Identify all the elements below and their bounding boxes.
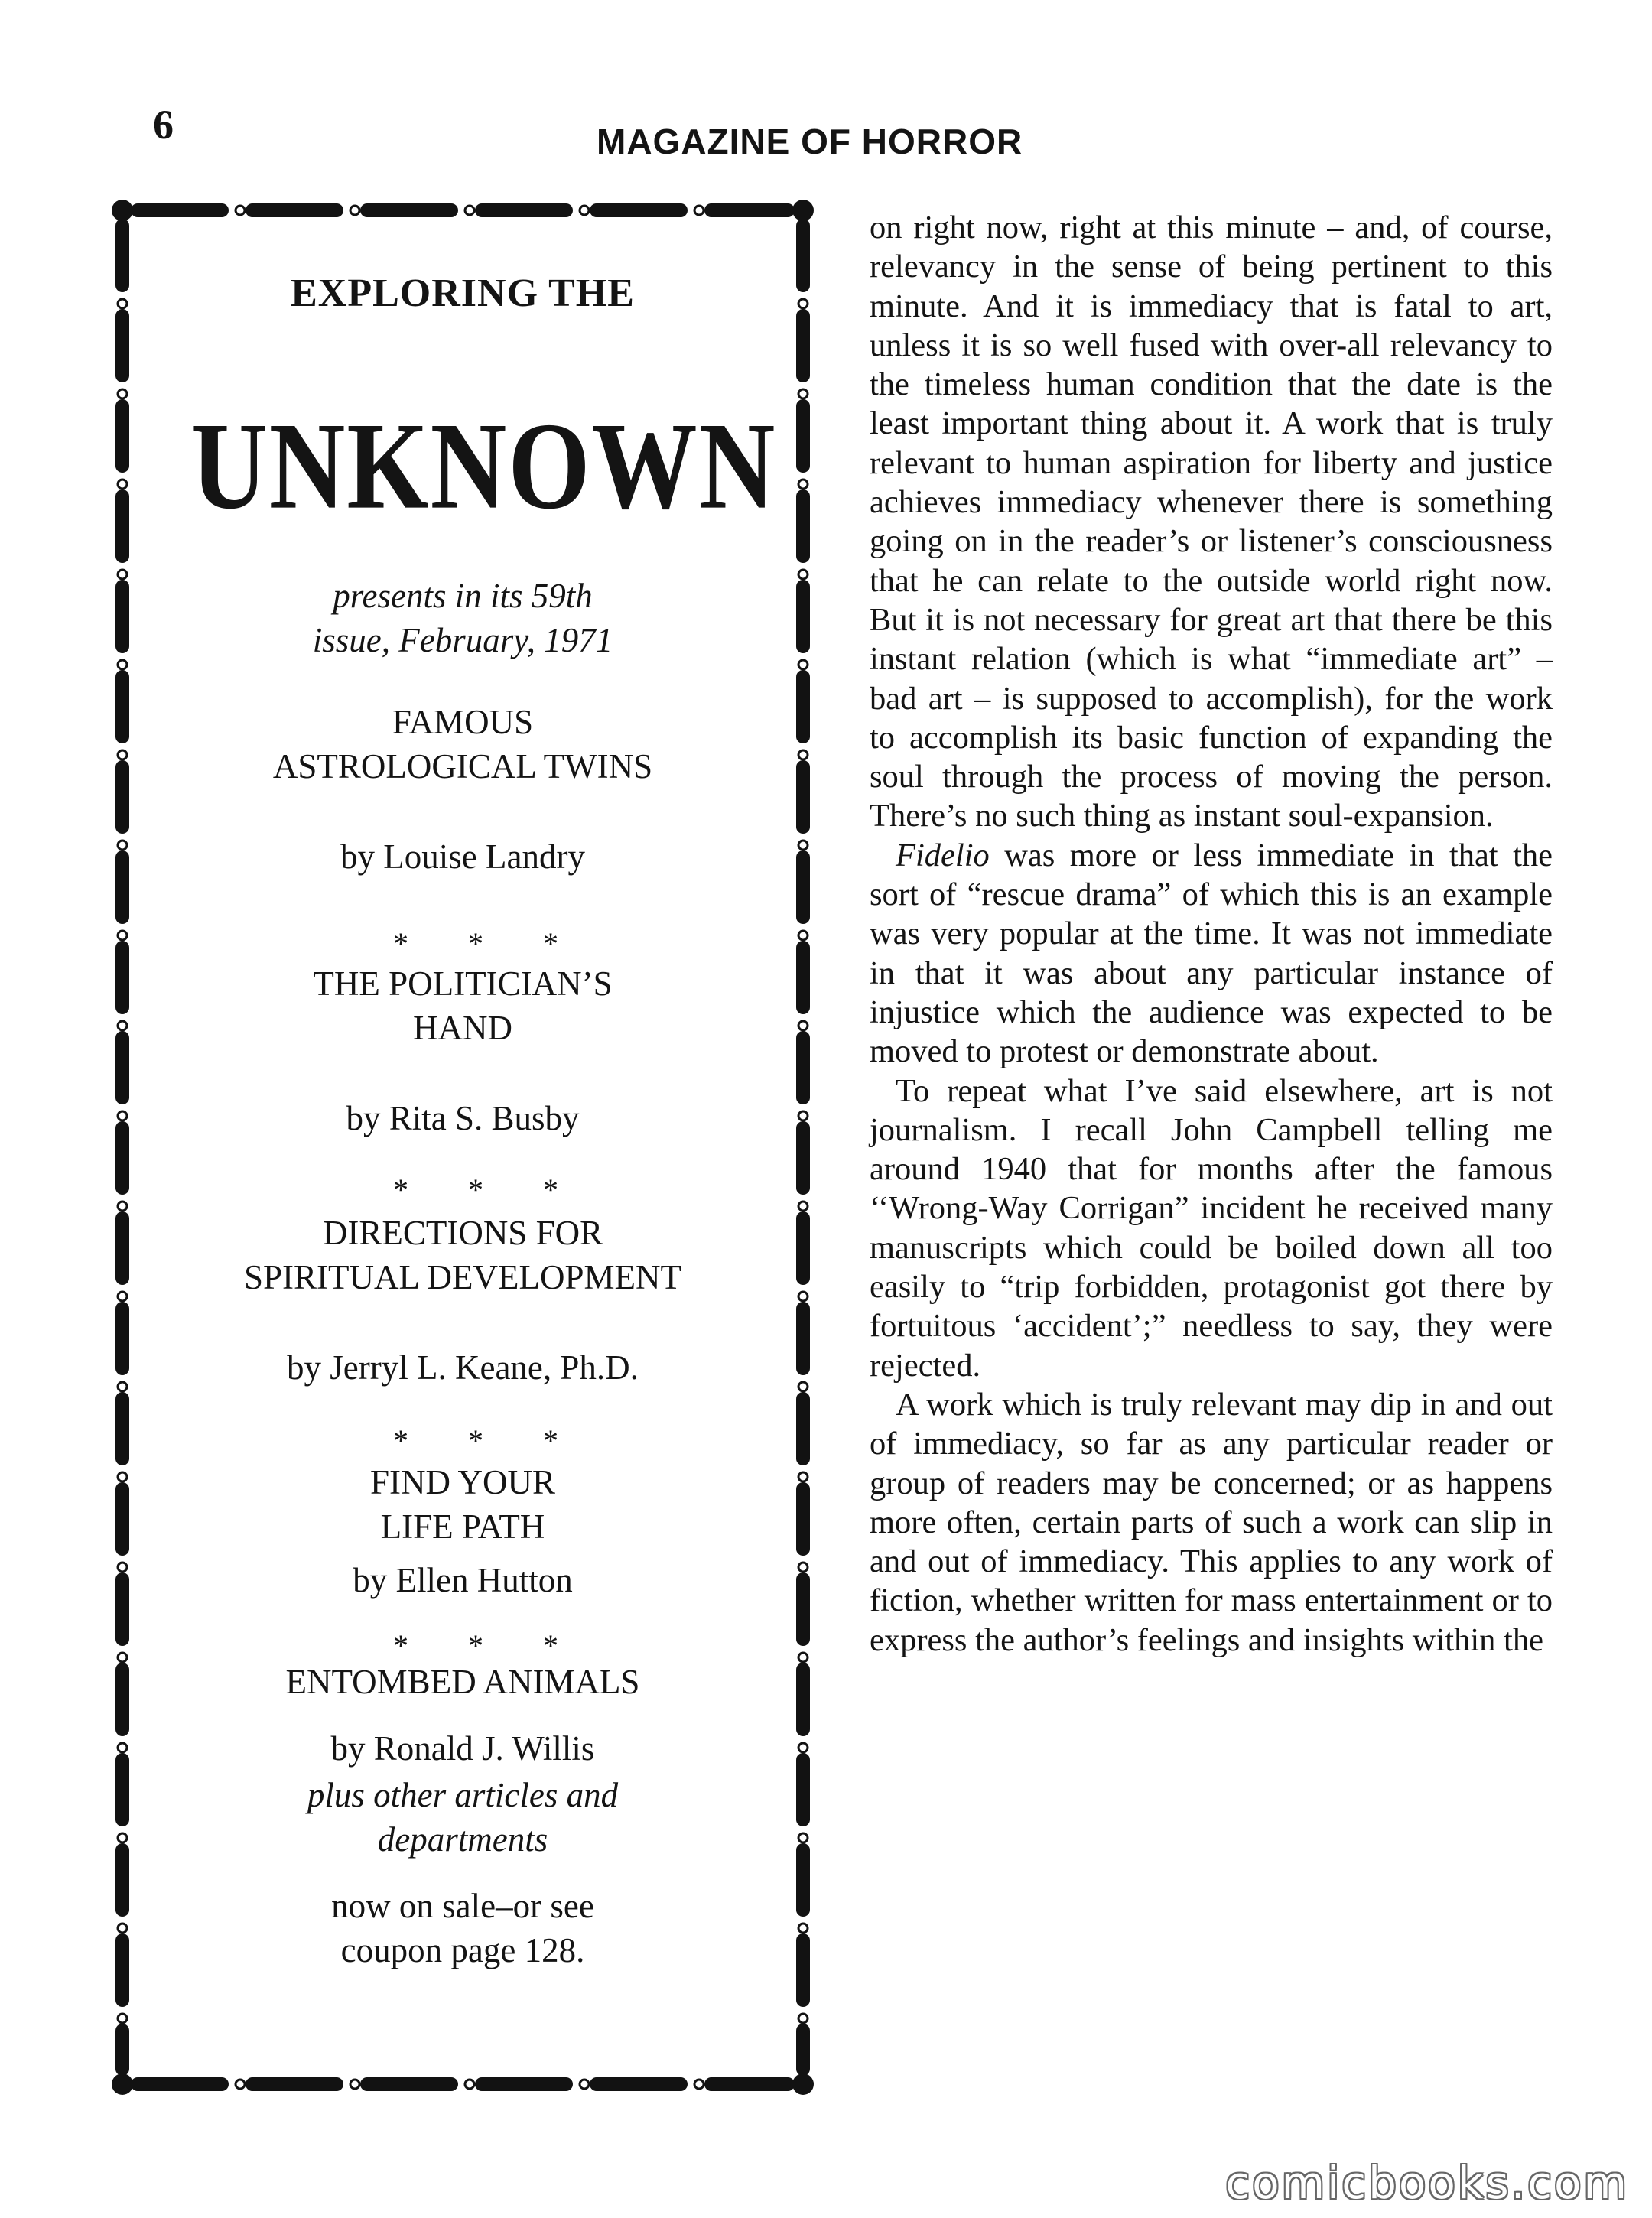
border-knot — [118, 1833, 127, 1842]
ad-item-title: ASTROLOGICAL TWINS — [272, 747, 653, 785]
border-bead — [115, 580, 129, 653]
border-knot — [118, 1653, 127, 1662]
border-knot — [118, 480, 127, 489]
border-bead — [796, 1663, 810, 1736]
border-bead — [796, 1211, 810, 1285]
ad-item-title: FAMOUS — [392, 703, 534, 741]
article-italic-title: Fidelio — [896, 837, 990, 873]
ad-plus-line: departments — [377, 1820, 548, 1859]
article-paragraph: on right now, right at this minute – and, of course, relevancy in the sense of being pertinent to this minute. And it is immediacy that is fatal to art, unless it is so well fused with over-all relevancy to the timeless human condition that the date is the least important thing about it. A work that is truly relevant to human aspiration for liberty and justice achieves immediacy whenever there is something going on in the reader’s or listener’s consciousness that he can relate to the outside world right now. But it is not necessary for great art that there be this instant relation (which is what “immediate art” – bad art – is supposed to accomplish), for the work to accomplish its basic function of expanding the soul through the process of moving the person. There’s no such thing as instant soul-expansion. — [870, 210, 1553, 834]
border-knot — [118, 1202, 127, 1211]
article-paragraph — [870, 836, 1553, 1072]
border-bead — [796, 941, 810, 1014]
border-knot — [798, 1202, 808, 1211]
ad-item-title: FIND YOUR — [369, 1463, 556, 1501]
border-bead — [115, 1933, 129, 2007]
border-knot — [798, 1833, 808, 1842]
ad-separator: * * * — [393, 1628, 584, 1663]
border-knot — [798, 1021, 808, 1030]
page-number: 6 — [153, 102, 174, 148]
article-column — [870, 208, 1553, 1660]
border-bead — [115, 1753, 129, 1826]
ad-item-author: by Louise Landry — [340, 837, 585, 876]
ad-item-title: HAND — [413, 1009, 512, 1047]
border-knot — [798, 841, 808, 850]
border-knot — [118, 1292, 127, 1301]
ad-item-author: by Ronald J. Willis — [330, 1729, 595, 1768]
border-bead — [115, 1302, 129, 1375]
border-corner-ornament — [792, 2073, 814, 2095]
border-knot — [798, 750, 808, 759]
border-bead — [796, 1031, 810, 1104]
border-bead — [115, 850, 129, 924]
border-knot — [118, 931, 127, 940]
border-knot — [118, 1743, 127, 1752]
border-bead — [115, 1482, 129, 1556]
border-knot — [798, 1382, 808, 1391]
border-knot — [798, 2014, 808, 2023]
border-bead — [115, 670, 129, 743]
border-knot — [798, 299, 808, 308]
ad-kicker: EXPLORING THE — [291, 272, 635, 315]
ad-separator: * * * — [393, 1172, 584, 1207]
border-knot — [118, 841, 127, 850]
border-bead — [796, 1302, 810, 1375]
border-knot — [798, 480, 808, 489]
border-knot — [798, 1924, 808, 1933]
border-bead — [796, 399, 810, 473]
ad-item-author: by Rita S. Busby — [346, 1099, 580, 1137]
ad-item-title: SPIRITUAL DEVELOPMENT — [243, 1258, 682, 1296]
border-bead — [796, 1482, 810, 1556]
border-knot — [798, 1472, 808, 1481]
border-bead — [115, 2024, 129, 2076]
border-knot — [118, 750, 127, 759]
border-bead — [115, 1211, 129, 1285]
border-knot — [118, 1563, 127, 1572]
advertisement-content — [191, 195, 777, 2099]
border-bead — [115, 1663, 129, 1736]
border-bead — [115, 399, 129, 473]
border-corner-ornament — [112, 2073, 133, 2095]
border-bead — [796, 1933, 810, 2007]
ad-separator: * * * — [393, 1423, 584, 1458]
border-knot — [118, 570, 127, 579]
border-knot — [118, 1021, 127, 1030]
border-knot — [798, 389, 808, 398]
border-knot — [118, 1924, 127, 1933]
border-bead — [115, 1843, 129, 1917]
running-head: MAGAZINE OF HORROR — [597, 122, 1023, 161]
border-bead — [796, 1843, 810, 1917]
border-bead — [796, 2024, 810, 2076]
border-bead — [796, 850, 810, 924]
border-bead — [796, 219, 810, 292]
ad-title: UNKNOWN — [191, 396, 777, 535]
border-bead — [115, 1392, 129, 1465]
border-bead — [796, 580, 810, 653]
ad-presents-line: presents in its 59th — [333, 577, 593, 615]
ad-item-title: ENTOMBED ANIMALS — [285, 1663, 640, 1701]
border-bead — [115, 219, 129, 292]
border-corner-ornament — [792, 200, 814, 221]
ad-item-author: by Ellen Hutton — [353, 1561, 573, 1599]
border-knot — [798, 1743, 808, 1752]
article-paragraph-text: was more or less immediate in that the sort of “rescue drama” of which this is an example was very popular at the time. It was not immediate in that it was about any particular instance of injustice which the audience was expected to be moved to protest or demonstrate about. — [870, 837, 1553, 1070]
unknown-advertisement — [107, 195, 818, 2099]
ad-item-title: LIFE PATH — [380, 1507, 545, 1546]
ad-item-title: DIRECTIONS FOR — [322, 1214, 603, 1252]
ad-item-author: by Jerryl L. Keane, Ph.D. — [287, 1348, 639, 1387]
border-knot — [118, 299, 127, 308]
ad-presents-line: issue, February, 1971 — [312, 621, 613, 659]
border-bead — [115, 489, 129, 563]
border-knot — [798, 660, 808, 669]
border-knot — [118, 1111, 127, 1120]
article-paragraph: A work which is truly relevant may dip in and out of immediacy, so far as any particular reader or group of readers may be concerned; or as happens more often, certain parts of such a work can slip in and out of immediacy. This applies to any work of fiction, whether written for mass entertainment or to express the author’s feelings and insights within the — [870, 1386, 1553, 1658]
border-knot — [798, 1292, 808, 1301]
border-knot — [118, 660, 127, 669]
border-knot — [118, 1472, 127, 1481]
border-bead — [796, 1392, 810, 1465]
ad-plus-line: plus other articles and — [307, 1776, 619, 1814]
border-knot — [118, 2014, 127, 2023]
watermark: comicbooks.com — [1225, 2157, 1629, 2209]
article-paragraph: To repeat what I’ve said elsewhere, art is not journalism. I recall John Campbell telling me around 1940 that for months after the famous ‘‘Wrong-Way Corrigan” incident he received many manuscripts which could be boiled down all too easily to “trip forbidden, protagonist got there by fortuitous ‘accident’;” needless to say, they were rejected. — [870, 1072, 1553, 1384]
border-bead — [796, 309, 810, 382]
border-bead — [796, 670, 810, 743]
border-bead — [115, 1572, 129, 1646]
border-bead — [115, 941, 129, 1014]
border-bead — [796, 489, 810, 563]
border-knot — [798, 1563, 808, 1572]
border-knot — [118, 1382, 127, 1391]
border-bead — [796, 1753, 810, 1826]
ad-item-title: THE POLITICIAN’S — [313, 964, 613, 1003]
border-knot — [798, 1653, 808, 1662]
ad-sale-line: now on sale–or see — [331, 1887, 594, 1925]
border-knot — [798, 931, 808, 940]
ad-sale-line: coupon page 128. — [340, 1931, 585, 1969]
border-corner-ornament — [112, 200, 133, 221]
border-bead — [796, 1572, 810, 1646]
ad-separator: * * * — [393, 926, 584, 961]
border-knot — [118, 389, 127, 398]
border-knot — [798, 1111, 808, 1120]
border-bead — [796, 1121, 810, 1195]
border-knot — [798, 570, 808, 579]
border-bead — [115, 1121, 129, 1195]
border-bead — [115, 309, 129, 382]
border-bead — [115, 1031, 129, 1104]
border-bead — [796, 760, 810, 834]
border-bead — [115, 760, 129, 834]
